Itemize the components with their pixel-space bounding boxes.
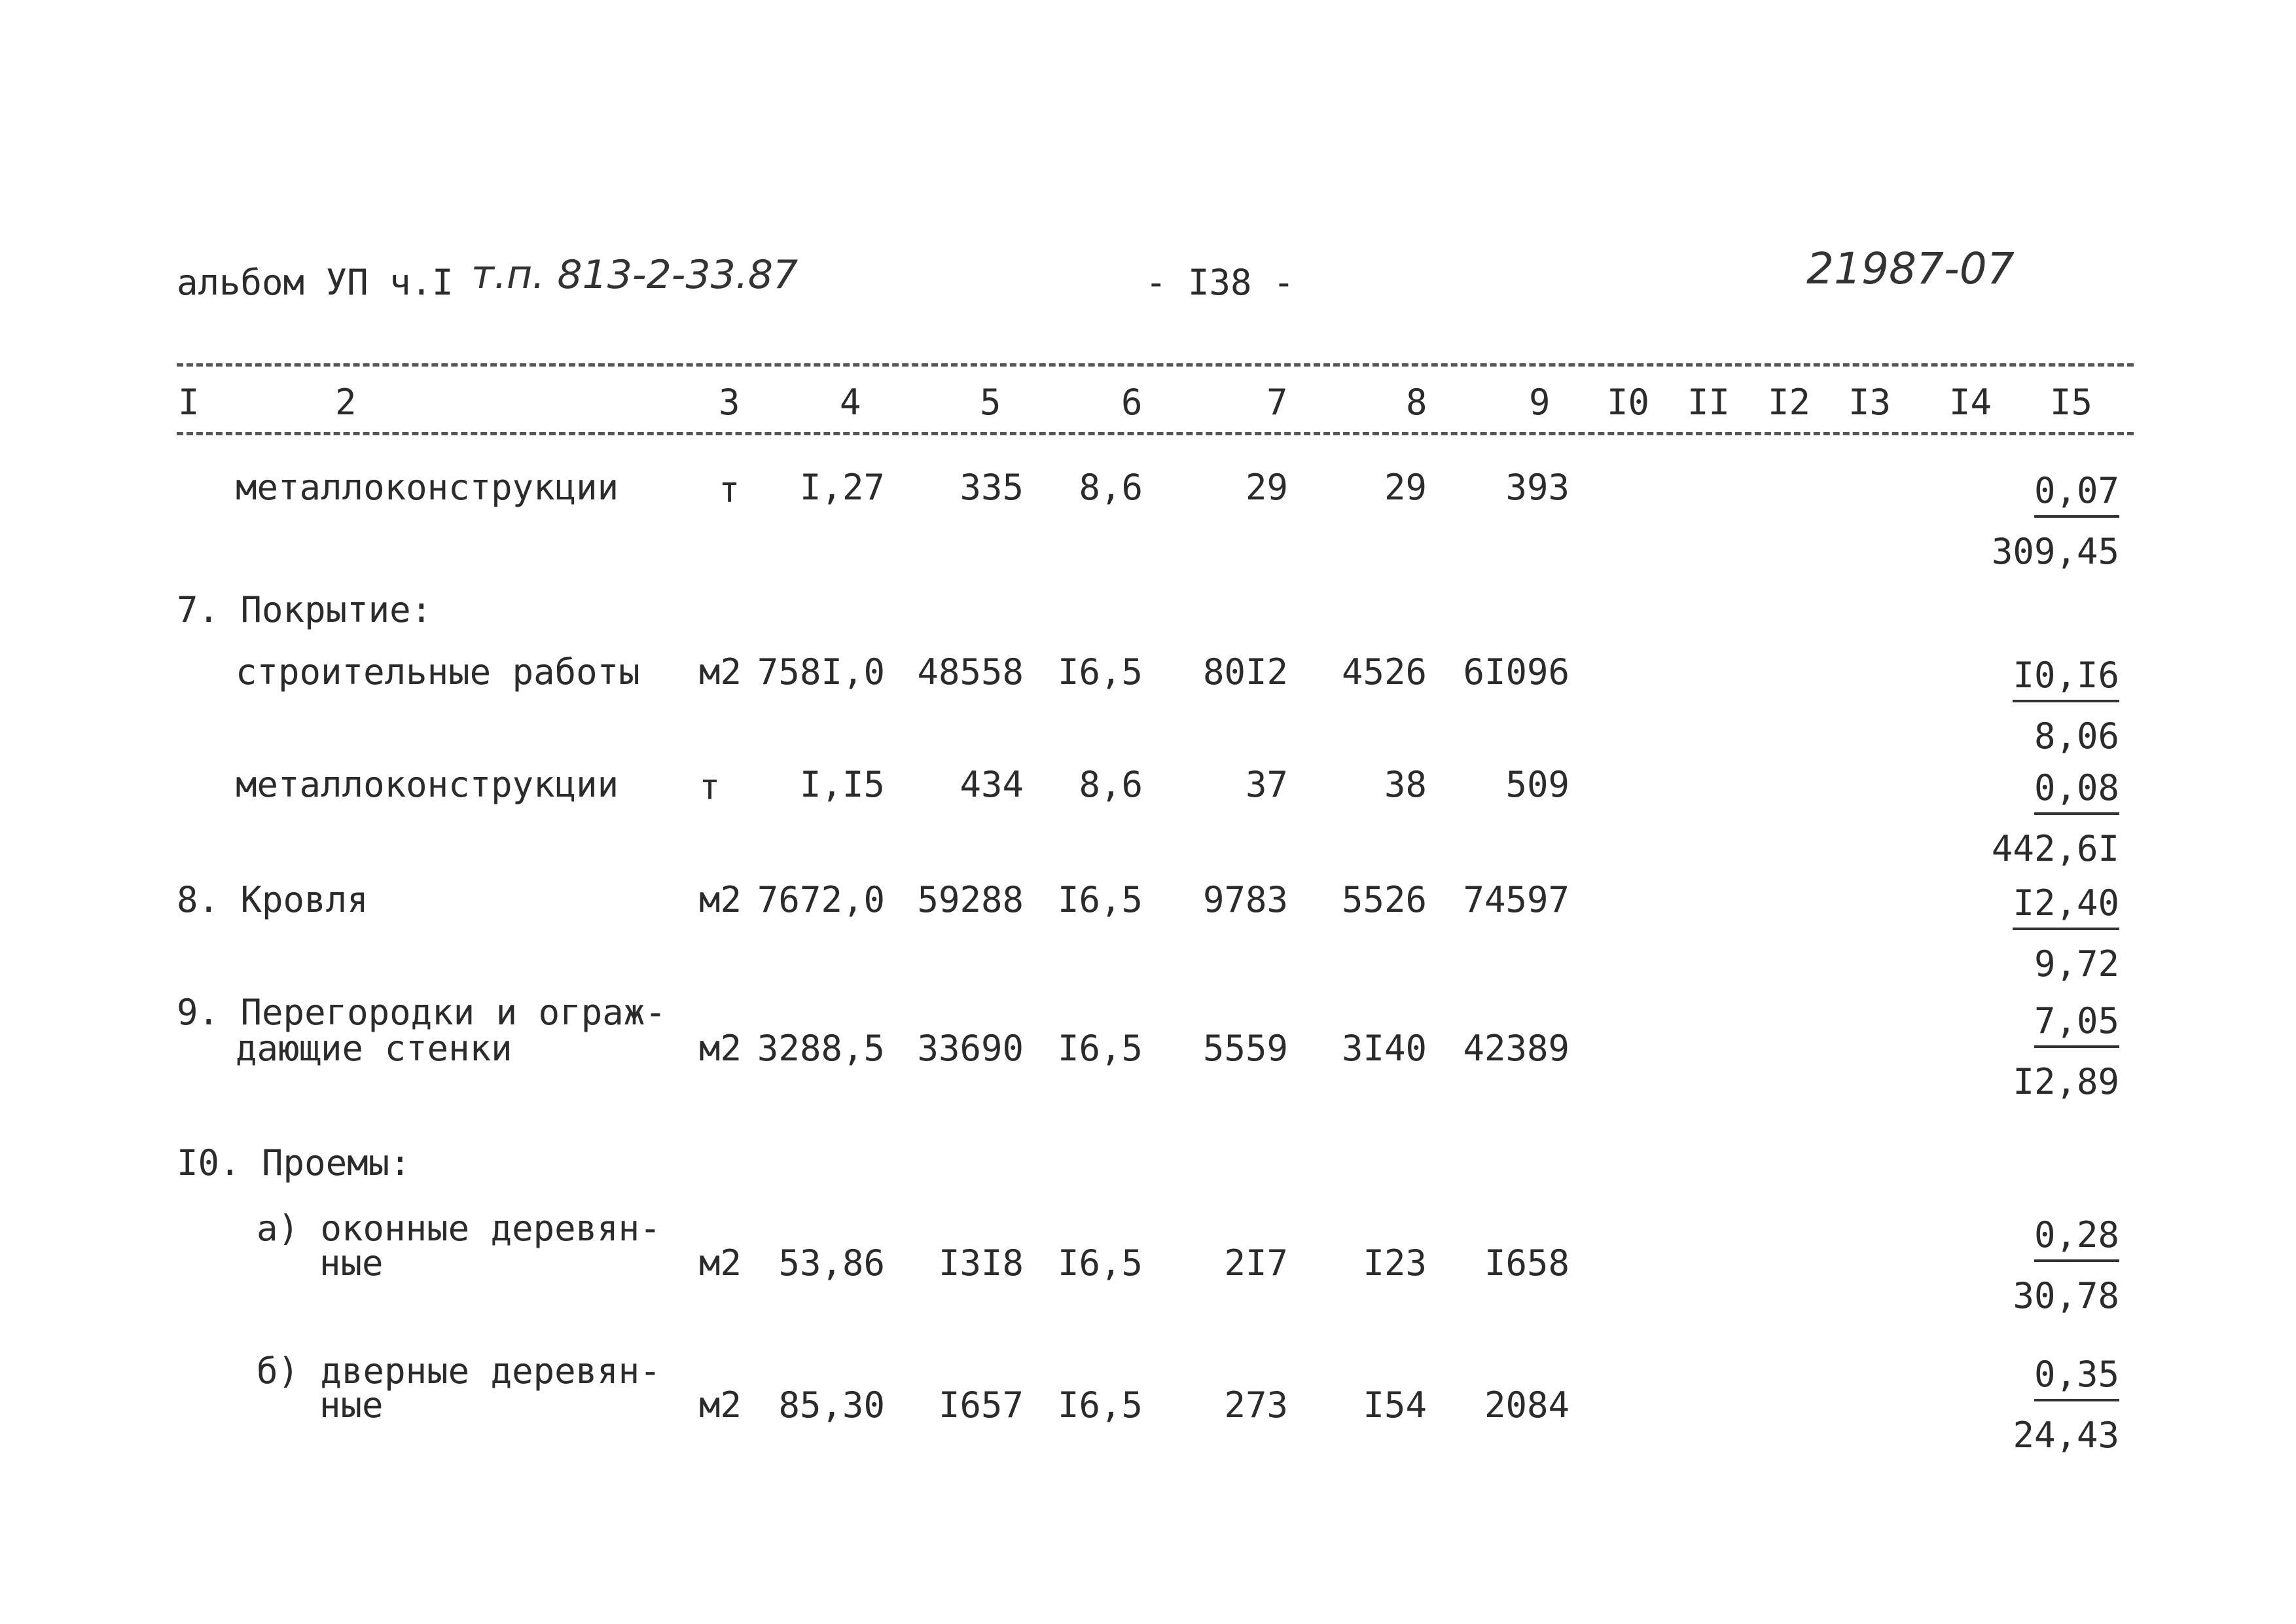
cell-qty: I,I5 — [799, 764, 885, 805]
row-label: 9. Перегородки и ограж- — [177, 992, 666, 1033]
header-rule-bottom — [177, 432, 2134, 435]
col-header-12: I2 — [1768, 382, 1811, 423]
fraction-denominator: 24,43 — [2013, 1415, 2119, 1456]
cell-col5: I657 — [938, 1384, 1024, 1426]
row-label-continuation: дающие стенки — [236, 1028, 512, 1069]
cell-qty: 758I,0 — [757, 651, 885, 693]
cell-col5: 335 — [960, 467, 1024, 508]
cell-col15 — [1949, 470, 2119, 572]
cell-col15 — [1949, 767, 2119, 869]
project-number: т.п. 813-2-33.87 — [471, 252, 798, 298]
col-header-10: I0 — [1607, 382, 1650, 423]
cell-col9: I658 — [1484, 1242, 1570, 1284]
fraction-denominator: 9,72 — [2034, 943, 2119, 984]
col-header-1: I — [178, 382, 200, 423]
cell-col5: I3I8 — [938, 1242, 1024, 1284]
cell-qty: 53,86 — [778, 1242, 885, 1284]
cell-col5: 33690 — [917, 1028, 1024, 1069]
col-header-7: 7 — [1266, 382, 1288, 423]
cell-col9: 2084 — [1484, 1384, 1570, 1426]
cell-col15 — [1949, 882, 2119, 984]
cell-col7: 37 — [1245, 764, 1288, 805]
col-header-4: 4 — [840, 382, 861, 423]
row-unit: т — [719, 469, 740, 511]
cell-col9: 393 — [1505, 467, 1570, 508]
col-header-2: 2 — [335, 382, 357, 423]
row-label: б) дверные деревян- — [257, 1350, 661, 1392]
fraction-numerator: I0,I6 — [2013, 655, 2119, 702]
document-number: 21987-07 — [1806, 244, 2015, 294]
col-header-15: I5 — [2050, 382, 2093, 423]
row-label: строительные работы — [236, 651, 640, 693]
cell-col7: 80I2 — [1202, 651, 1288, 693]
row-label: 8. Кровля — [177, 879, 368, 920]
col-header-13: I3 — [1848, 382, 1892, 423]
header-rule-top — [177, 363, 2134, 367]
cell-col15 — [1949, 1000, 2119, 1102]
row-unit: м2 — [699, 879, 742, 920]
row-label: а) оконные деревян- — [257, 1208, 661, 1249]
row-label: металлоконструкции — [236, 467, 619, 508]
cell-col7: 2I7 — [1224, 1242, 1288, 1284]
cell-col8: I23 — [1363, 1242, 1427, 1284]
cell-col8: 4526 — [1341, 651, 1427, 693]
cell-col7: 5559 — [1202, 1028, 1288, 1069]
fraction-numerator: I2,40 — [2013, 882, 2119, 930]
col-header-3: 3 — [719, 382, 740, 423]
cell-col8: 38 — [1384, 764, 1427, 805]
col-header-14: I4 — [1949, 382, 1992, 423]
row-label-continuation: ные — [319, 1384, 384, 1426]
page-number: - I38 - — [1145, 262, 1295, 303]
cell-col15 — [1949, 1214, 2119, 1316]
cell-qty: 3288,5 — [757, 1028, 885, 1069]
cell-col9: 74597 — [1463, 879, 1570, 920]
cell-qty: 7672,0 — [757, 879, 885, 920]
cell-qty: I,27 — [799, 467, 885, 508]
fraction-denominator: I2,89 — [2013, 1061, 2119, 1102]
cell-col9: 42389 — [1463, 1028, 1570, 1069]
row-label-continuation: ные — [319, 1242, 384, 1284]
cell-col15 — [1949, 655, 2119, 757]
row-unit: м2 — [699, 651, 742, 693]
row-unit: т — [699, 767, 721, 808]
album-label: альбом УП ч.I — [177, 262, 454, 303]
cell-col6: I6,5 — [1057, 651, 1143, 693]
fraction-denominator: 309,45 — [1991, 531, 2119, 572]
row-label: I0. Проемы: — [177, 1142, 411, 1183]
fraction-numerator: 0,35 — [2034, 1354, 2119, 1401]
row-unit: м2 — [699, 1384, 742, 1426]
fraction-numerator: 0,07 — [2034, 470, 2119, 518]
fraction-denominator: 8,06 — [2034, 715, 2119, 757]
cell-col7: 9783 — [1202, 879, 1288, 920]
fraction-denominator: 30,78 — [2013, 1275, 2119, 1316]
col-header-11: II — [1687, 382, 1731, 423]
row-unit: м2 — [699, 1028, 742, 1069]
cell-col6: I6,5 — [1057, 1028, 1143, 1069]
cell-col7: 29 — [1245, 467, 1288, 508]
cell-col6: I6,5 — [1057, 1242, 1143, 1284]
cell-col15 — [1949, 1354, 2119, 1456]
cell-col5: 434 — [960, 764, 1024, 805]
row-label: металлоконструкции — [236, 764, 619, 805]
cell-col8: 3I40 — [1341, 1028, 1427, 1069]
cell-col8: 29 — [1384, 467, 1427, 508]
row-label: 7. Покрытие: — [177, 589, 433, 630]
cell-col8: I54 — [1363, 1384, 1427, 1426]
cell-qty: 85,30 — [778, 1384, 885, 1426]
col-header-8: 8 — [1406, 382, 1427, 423]
cell-col5: 48558 — [917, 651, 1024, 693]
cell-col8: 5526 — [1341, 879, 1427, 920]
fraction-denominator: 442,6I — [1991, 828, 2119, 869]
cell-col9: 509 — [1505, 764, 1570, 805]
col-header-6: 6 — [1121, 382, 1143, 423]
cell-col6: 8,6 — [1079, 467, 1143, 508]
fraction-numerator: 0,28 — [2034, 1214, 2119, 1262]
cell-col6: 8,6 — [1079, 764, 1143, 805]
cell-col5: 59288 — [917, 879, 1024, 920]
cell-col6: I6,5 — [1057, 879, 1143, 920]
col-header-9: 9 — [1529, 382, 1551, 423]
fraction-numerator: 7,05 — [2034, 1000, 2119, 1048]
cell-col9: 6I096 — [1463, 651, 1570, 693]
row-unit: м2 — [699, 1242, 742, 1284]
cell-col6: I6,5 — [1057, 1384, 1143, 1426]
fraction-numerator: 0,08 — [2034, 767, 2119, 815]
col-header-5: 5 — [980, 382, 1001, 423]
cell-col7: 273 — [1224, 1384, 1288, 1426]
